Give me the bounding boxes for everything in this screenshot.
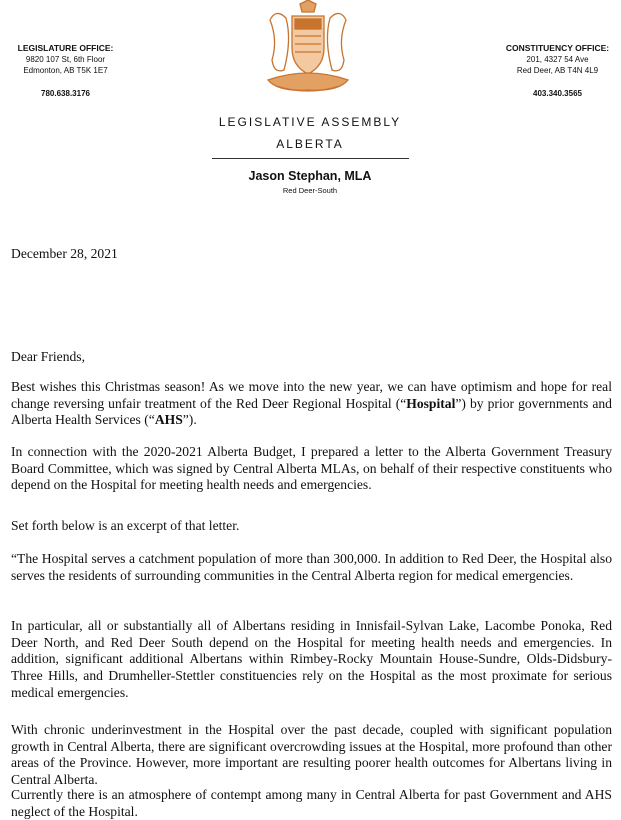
paragraph-7: Currently there is an atmosphere of contempt among many in Central Alberta for past Government and AHS neglect of the Hospital. xyxy=(11,787,612,819)
p1-text-2: ”) by prior governments and Alberta Health Services (“ xyxy=(11,395,612,428)
letter-date: December 28, 2021 xyxy=(11,246,118,261)
alberta-coat-of-arms-logo xyxy=(262,0,354,96)
p1-text: Best wishes this Christmas season! As we move into the new year, we can have optimism and hope for real change reversing unfair treatment of the Red Deer Regional Hospital (“ xyxy=(11,379,612,411)
paragraph-3: Set forth below is an excerpt of that letter. xyxy=(11,518,240,533)
paragraph-4-quote: “The Hospital serves a catchment population of more than 300,000. In addition to Red Deer, the Hospital also serves the residents of surrounding communities in the Central Alberta region for medical emergencies. xyxy=(11,551,612,583)
constituency-address-line2: Red Deer, AB T4N 4L9 xyxy=(516,66,599,75)
paragraph-6: With chronic underinvestment in the Hospital over the past decade, coupled with significant population growth in Central Alberta, there are significant overcrowding issues at the Hospital, more profound than other areas of the Province. However, more important are resulting poorer health outcomes for Albertans living in Central Alberta. xyxy=(11,722,612,788)
paragraph-1 xyxy=(11,379,612,429)
legislature-address-line1: 9820 107 St, 6th Floor xyxy=(25,55,106,64)
paragraph-2: In connection with the 2020-2021 Alberta Budget, I prepared a letter to the Alberta Government Treasury Board Committee, which was signed by Central Alberta MLAs, on behalf of their respective constituents who depend on the Hospital for meeting health needs and emergencies. xyxy=(11,444,612,493)
hospital-term: Hospital xyxy=(406,395,456,411)
legislature-address-line2: Edmonton, AB T5K 1E7 xyxy=(23,66,108,75)
legislative-assembly-heading: LEGISLATIVE ASSEMBLY xyxy=(218,115,402,129)
constituency-address-line1: 201, 4327 54 Ave xyxy=(526,55,589,64)
alberta-heading: ALBERTA xyxy=(276,137,344,151)
paragraph-5: In particular, all or substantially all of Albertans residing in Innisfail-Sylvan Lake, Lacombe Ponoka, Red Deer North, and Red Deer South depend on the Hospital for meeting health needs and emergencies. In addition, significant additional Albertans within Rimbey-Rocky Mountain House-Sundre, Olds-Didsbury-Three Hills, and Drumheller-Stettler constituencies rely on the Hospital as the most proximate for serious medical emergencies. xyxy=(11,618,612,700)
mla-name: Jason Stephan, MLA xyxy=(248,169,372,183)
constituency-office xyxy=(495,43,620,99)
ahs-term: AHS xyxy=(154,412,183,428)
legislature-office-title: LEGISLATURE OFFICE: xyxy=(17,43,114,53)
legislature-office xyxy=(8,43,123,99)
riding-name: Red Deer-South xyxy=(282,186,338,195)
constituency-phone: 403.340.3565 xyxy=(533,89,582,98)
p1-text-3: ”). xyxy=(182,412,197,428)
header-divider xyxy=(212,158,409,159)
constituency-office-title: CONSTITUENCY OFFICE: xyxy=(505,43,610,53)
salutation: Dear Friends, xyxy=(11,349,85,364)
legislature-phone: 780.638.3176 xyxy=(41,89,90,98)
